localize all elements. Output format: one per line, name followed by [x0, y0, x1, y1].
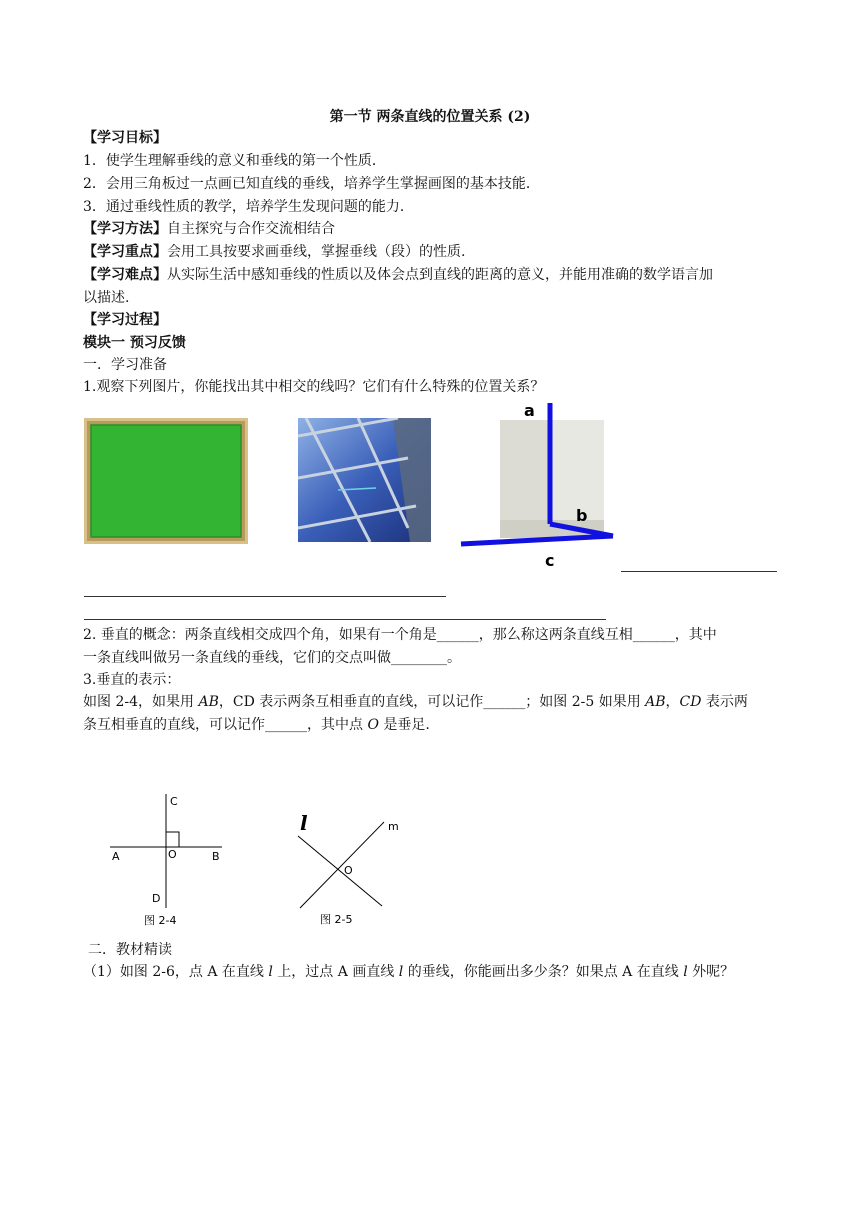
difficulty-text: 从实际生活中感知垂线的性质以及体会点到直线的距离的意义，并能用准确的数学语言加: [167, 267, 713, 283]
question-1: 1.观察下列图片，你能找出其中相交的线吗？它们有什么特殊的位置关系？: [83, 379, 545, 395]
key-label: 【学习重点】: [83, 244, 167, 260]
label-O: O: [168, 848, 177, 861]
text-part: 上，过点 A 画直线: [272, 964, 399, 980]
corner-image: [458, 400, 618, 572]
text-part: 是垂足.: [378, 717, 430, 733]
difficulty-line-2: 以描述.: [83, 290, 130, 306]
math-l: l: [398, 964, 404, 980]
label-O: O: [344, 864, 353, 877]
question-4: [83, 962, 734, 982]
label-c: c: [545, 551, 555, 570]
answer-line-3[interactable]: [84, 619, 606, 620]
question-3-heading: 3.垂直的表示：: [83, 672, 181, 688]
question-2-line-2: 一条直线叫做另一条直线的垂线，它们的交点叫做________。: [83, 650, 461, 666]
label-B: B: [212, 850, 220, 863]
question-2-line-1: 2. 垂直的概念：两条直线相交成四个角，如果有一个角是______，那么称这两条直线互相______，其中: [83, 627, 717, 643]
math-ab: AB: [645, 694, 666, 710]
math-cd: CD: [679, 694, 702, 710]
objective-2: 2．会用三角板过一点画已知直线的垂线，培养学生掌握画图的基本技能．: [83, 176, 540, 192]
label-m: m: [388, 820, 399, 833]
label-b: b: [576, 506, 588, 525]
skylight-image: [298, 418, 431, 542]
text-part: ，CD 表示两条互相垂直的直线，可以记作______；如图 2-5 如果用: [218, 694, 646, 710]
difficulty-label: 【学习难点】: [83, 267, 167, 283]
text-part: 如图 2-4，如果用: [83, 694, 199, 710]
math-l: l: [683, 964, 688, 980]
text-part: ，: [665, 694, 680, 710]
process-header: 【学习过程】: [83, 312, 167, 328]
label-D: D: [152, 892, 161, 905]
method-label: 【学习方法】: [83, 221, 167, 237]
label-a: a: [524, 401, 535, 420]
caption-2-5: 图 2-5: [320, 913, 353, 926]
right-angle-mark: [166, 832, 179, 847]
section-2-heading: 二．教材精读: [88, 942, 172, 958]
page-title: 第一节 两条直线的位置关系 (2): [329, 109, 531, 125]
math-o: O: [367, 717, 379, 733]
key-text: 会用工具按要求画垂线，掌握垂线（段）的性质.: [167, 244, 466, 260]
answer-line-1[interactable]: [621, 571, 777, 572]
objective-1: 1．使学生理解垂线的意义和垂线的第一个性质．: [83, 153, 386, 169]
section-1-heading: 一．学习准备: [83, 357, 167, 373]
text-part: （1）如图 2-6，点 A 在直线: [83, 964, 269, 980]
question-3-line-1: [83, 692, 748, 712]
answer-line-2[interactable]: [84, 596, 446, 597]
question-3-line-2: [83, 715, 430, 735]
math-ab: AB: [198, 694, 219, 710]
text-part: 外呢？: [687, 964, 735, 980]
label-A: A: [112, 850, 120, 863]
text-part: 条互相垂直的直线，可以记作______，其中点: [83, 717, 368, 733]
label-l: l: [300, 811, 308, 835]
figure-2-5: [286, 808, 406, 932]
math-l: l: [268, 964, 273, 980]
label-C: C: [170, 795, 178, 808]
line-m: [300, 822, 384, 908]
text-part: 表示两: [701, 694, 748, 710]
blackboard-image: [84, 418, 248, 544]
method-line: [83, 219, 335, 239]
blackboard-surface: [91, 425, 241, 537]
method-text: 自主探究与合作交流相结合: [167, 221, 335, 237]
figure-2-4: [104, 790, 234, 930]
objective-3: 3．通过垂线性质的教学，培养学生发现问题的能力．: [83, 199, 414, 215]
module-title: 模块一 预习反馈: [83, 335, 186, 351]
difficulty-line: [83, 265, 713, 285]
caption-2-4: 图 2-4: [144, 914, 177, 927]
text-part: 的垂线，你能画出多少条？如果点 A 在直线: [403, 964, 684, 980]
key-line: [83, 242, 465, 262]
line-l: [298, 836, 382, 906]
objectives-header: 【学习目标】: [83, 130, 167, 146]
